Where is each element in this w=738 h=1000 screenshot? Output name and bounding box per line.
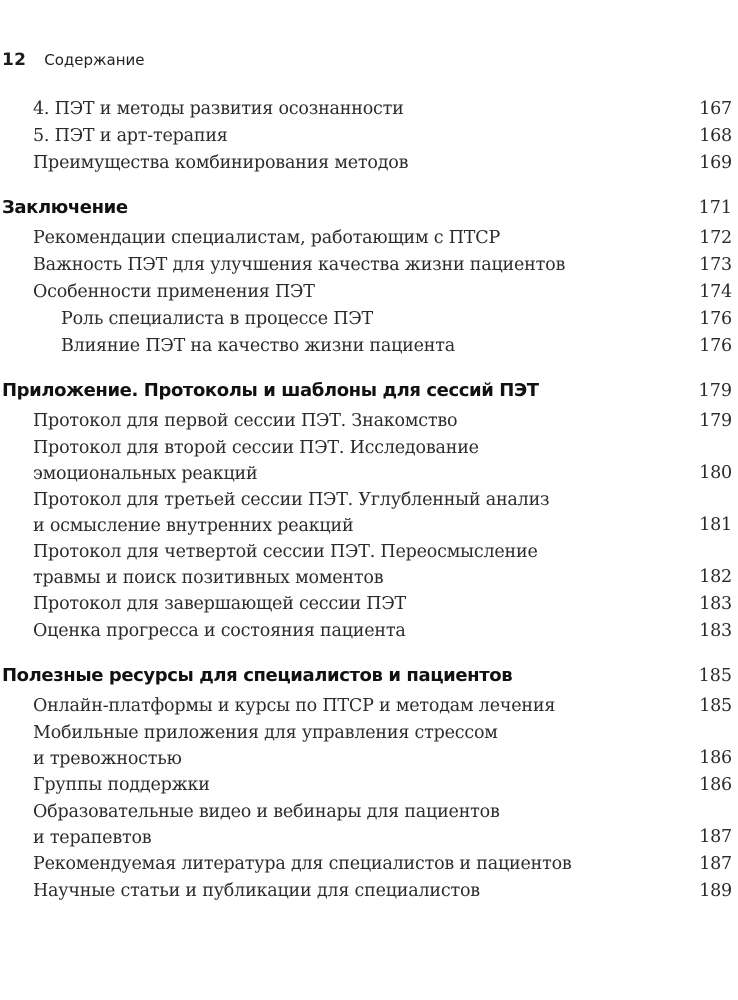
toc-entry[interactable] bbox=[33, 225, 738, 252]
toc-entry-title-line2: и осмысление внутренних реакций bbox=[33, 516, 354, 536]
toc-entry-page: 185 bbox=[699, 696, 732, 716]
toc-entry-title-line1: Мобильные приложения для управления стрессом bbox=[33, 723, 498, 743]
toc-entry-title: Протокол для завершающей сессии ПЭТ bbox=[33, 594, 407, 614]
toc-chapter-page: 179 bbox=[698, 381, 732, 401]
toc-entry-title bbox=[33, 435, 738, 487]
toc-entry[interactable] bbox=[33, 408, 738, 435]
toc-entry[interactable] bbox=[33, 878, 738, 905]
toc-entry[interactable] bbox=[33, 252, 738, 279]
toc-entry[interactable] bbox=[33, 591, 738, 618]
toc-chapter-conclusion[interactable] bbox=[0, 193, 738, 223]
toc-entry-title: Рекомендуемая литература для специалистов и пациентов bbox=[33, 854, 572, 874]
toc-entry[interactable] bbox=[33, 96, 738, 123]
toc-entry-title: Роль специалиста в процессе ПЭТ bbox=[61, 309, 374, 329]
toc-entry-title-line1: Протокол для третьей сессии ПЭТ. Углубленный анализ bbox=[33, 490, 550, 510]
toc-entry-page: 168 bbox=[699, 126, 732, 146]
toc-entry-page: 172 bbox=[699, 228, 732, 248]
toc-entry-title bbox=[33, 539, 738, 591]
toc-entry-page: 173 bbox=[699, 255, 732, 275]
toc-entry-title: Важность ПЭТ для улучшения качества жизни пациентов bbox=[33, 255, 566, 275]
toc-entry[interactable] bbox=[33, 693, 738, 720]
toc-entry-title: Оценка прогресса и состояния пациента bbox=[33, 621, 406, 641]
toc-entry-page: 176 bbox=[699, 309, 732, 329]
toc-entry-page: 187 bbox=[699, 854, 732, 874]
toc-chapter-title: Приложение. Протоколы и шаблоны для сессий ПЭТ bbox=[2, 380, 539, 401]
toc-entry[interactable] bbox=[33, 539, 738, 591]
toc-entry-title: 4. ПЭТ и методы развития осознанности bbox=[33, 99, 404, 119]
running-title: Содержание bbox=[44, 51, 145, 69]
toc-entry-page: 183 bbox=[699, 621, 732, 641]
table-of-contents bbox=[0, 96, 738, 905]
toc-entry[interactable] bbox=[33, 150, 738, 177]
toc-entry-page: 182 bbox=[699, 567, 732, 587]
toc-entry[interactable] bbox=[33, 123, 738, 150]
toc-entry-title-line2: и терапевтов bbox=[33, 828, 152, 848]
toc-entry-title-line2: эмоциональных реакций bbox=[33, 464, 258, 484]
toc-entry-title: 5. ПЭТ и арт-терапия bbox=[33, 126, 228, 146]
toc-entry-title: Онлайн-платформы и курсы по ПТСР и методам лечения bbox=[33, 696, 556, 716]
toc-entry-title: Научные статьи и публикации для специалистов bbox=[33, 881, 480, 901]
running-head bbox=[0, 50, 145, 74]
toc-entry-title bbox=[33, 799, 738, 851]
toc-entry-page: 183 bbox=[699, 594, 732, 614]
toc-entry-title bbox=[33, 487, 738, 539]
toc-entry-page: 179 bbox=[699, 411, 732, 431]
toc-entry-page: 189 bbox=[699, 881, 732, 901]
toc-chapter-title: Заключение bbox=[2, 197, 128, 218]
toc-entry-title: Особенности применения ПЭТ bbox=[33, 282, 315, 302]
toc-subentry[interactable] bbox=[61, 306, 738, 333]
toc-entry-title: Протокол для первой сессии ПЭТ. Знакомство bbox=[33, 411, 458, 431]
toc-entry-page: 176 bbox=[699, 336, 732, 356]
toc-entry-title bbox=[33, 720, 738, 772]
toc-entry-page: 187 bbox=[699, 827, 732, 847]
toc-entry[interactable] bbox=[33, 279, 738, 306]
toc-entry-page: 169 bbox=[699, 153, 732, 173]
toc-entry-title: Рекомендации специалистам, работающим с ПТСР bbox=[33, 228, 501, 248]
toc-chapter-resources[interactable] bbox=[0, 661, 738, 691]
toc-subentry[interactable] bbox=[61, 333, 738, 360]
toc-entry-title-line2: и тревожностью bbox=[33, 749, 182, 769]
toc-entry[interactable] bbox=[33, 772, 738, 799]
toc-entry-title: Группы поддержки bbox=[33, 775, 210, 795]
toc-chapter-page: 185 bbox=[698, 666, 732, 686]
toc-chapter-title: Полезные ресурсы для специалистов и пациентов bbox=[2, 665, 513, 686]
toc-entry-title-line1: Образовательные видео и вебинары для пациентов bbox=[33, 802, 500, 822]
toc-entry-page: 186 bbox=[699, 748, 732, 768]
toc-entry[interactable] bbox=[33, 720, 738, 772]
toc-entry-title-line1: Протокол для второй сессии ПЭТ. Исследование bbox=[33, 438, 479, 458]
toc-entry[interactable] bbox=[33, 851, 738, 878]
toc-entry[interactable] bbox=[33, 618, 738, 645]
toc-entry[interactable] bbox=[33, 435, 738, 487]
toc-chapter-page: 171 bbox=[698, 198, 732, 218]
toc-entry-page: 180 bbox=[699, 463, 732, 483]
toc-entry-page: 186 bbox=[699, 775, 732, 795]
toc-entry-page: 181 bbox=[699, 515, 732, 535]
toc-entry-page: 167 bbox=[699, 99, 732, 119]
toc-entry[interactable] bbox=[33, 799, 738, 851]
toc-entry-page: 174 bbox=[699, 282, 732, 302]
toc-entry-title: Преимущества комбинирования методов bbox=[33, 153, 409, 173]
toc-entry[interactable] bbox=[33, 487, 738, 539]
page-number: 12 bbox=[2, 50, 27, 70]
toc-entry-title: Влияние ПЭТ на качество жизни пациента bbox=[61, 336, 455, 356]
toc-entry-title-line2: травмы и поиск позитивных моментов bbox=[33, 568, 384, 588]
toc-entry-title-line1: Протокол для четвертой сессии ПЭТ. Переосмысление bbox=[33, 542, 538, 562]
toc-chapter-appendix[interactable] bbox=[0, 376, 738, 406]
